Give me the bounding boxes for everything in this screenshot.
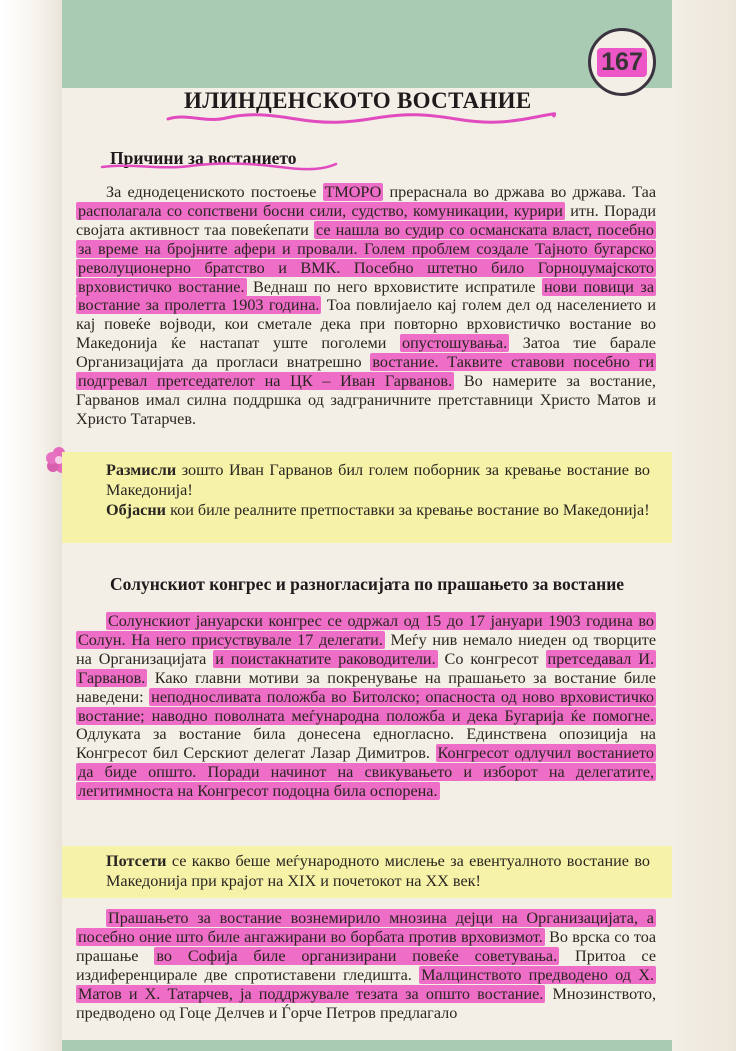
text-run: Меѓу нив немало ниеден од творците на Организацијата (76, 630, 657, 668)
highlighted-text: се нашла во судир со османската власт, посебно за време на бројните афери и провали. Голем проблем создале Тајното бугарско револуционерно братство и ВМК. Посебно штетно било Горноџумајското врховистичко востание. (78, 220, 654, 296)
note-explain-label: Објасни (106, 501, 167, 519)
text-run: Во врска со тоа прашање (76, 927, 656, 965)
text-run: итн. Поради својата активност таа повеќепати (76, 201, 656, 239)
text-run: Во намерите за востание, Гарванов имал силна поддршка од задграничните претставници Христо Матов и Христо Татарчев. (76, 372, 656, 428)
paragraph-debate (76, 909, 656, 1022)
bottom-band (62, 1040, 672, 1051)
note-recall-text: се какво беше меѓународното мислење за евентуалното востание во Македонија при крајот на XIX и почетокот на XX век! (106, 852, 650, 890)
section-heading-congress: Солунскиот конгрес и разногласијата по прашањето за востание (110, 574, 625, 594)
page-number: 167 (597, 48, 647, 77)
highlighted-text: Прашањето за востание вознемирило мнозина дејци на Организацијата, а посебно оние што биле ангажирани во борбата против врховизмот. (78, 909, 654, 946)
heading-underline-squiggle (100, 160, 340, 172)
text-run: Со конгресот (437, 649, 546, 668)
highlighted-text: Конгресот одлучил востанието да биде општо. Поради начинот на свикувањето и изборот на делегатите, легитимноста на Конгресот подоцна била оспорена. (78, 744, 655, 801)
note-explain (106, 500, 650, 520)
highlighted-text: во Софија биле организирани повеќе советувања. (156, 946, 558, 965)
note-recall-label: Потсети (106, 852, 167, 870)
note-reflect-label: Размисли (106, 461, 177, 479)
left-margin (0, 0, 62, 1051)
page-title: ИЛИНДЕНСКОТО ВОСТАНИЕ (184, 88, 532, 113)
highlighted-text: нови повици за востание за пролетта 1903 година. (78, 277, 654, 315)
note-box-reflect (62, 452, 672, 543)
top-band (62, 0, 672, 88)
page-number-circle (588, 28, 656, 96)
text-run: Мнозинството, предводено од Гоце Делчев и Ѓорче Петров предлагало (76, 984, 657, 1022)
highlighted-text: располагала со сопствени босни сили, судство, комуникации, курири (78, 201, 563, 220)
paragraph-causes (76, 183, 656, 429)
text-run: Одлуката за востание била донесена едногласно. Единствена опозиција на Конгресот бил Серскиот делегат Лазар Димитров. (76, 725, 656, 763)
text-run: Притоа се издиференцирале две спротиставени гледишта. (76, 946, 657, 984)
note-explain-text: кои биле реалните претпоставки за кревање востание во Македонија! (166, 501, 650, 519)
note-reflect (106, 460, 650, 500)
highlighted-text: претседавал И. Гарванов. (78, 649, 655, 687)
text-run: За еднодецениското постоење (106, 183, 323, 201)
section-heading-causes: Причини за востанието (110, 148, 297, 168)
note-reflect-text: зошто Иван Гарванов бил голем поборник за кревање востание во Македонија! (106, 461, 650, 499)
text-run: прераснала во држава во држава. Таа (383, 183, 656, 201)
note-box-recall (62, 846, 672, 898)
highlighted-text: неподносливата положба во Битолско; опасноста од ново врховистичко востание; наводно поволната меѓународна положба и дека Бугарија ќе помогне. (78, 687, 654, 725)
text-run: Затоа тие барале Организацијата да прогласи внатрешно (76, 334, 656, 372)
highlighted-text: востание. Таквите ставови посебно ги подгревал претседателот на ЦК – Иван Гарванов. (78, 353, 654, 391)
highlighted-text: Малцинството предводено од Х. Матов и Х. Татарчев, ја поддржувале тезата за општо востание. (78, 965, 654, 1003)
highlighted-text: и поистакнатите раководители. (215, 649, 436, 668)
highlighted-text: опустошувања. (402, 334, 508, 353)
title-underline-squiggle (166, 111, 556, 125)
right-edge (672, 0, 736, 1051)
text-run: Како главни мотиви за покренување на прашањето за востание биле наведени: (76, 668, 656, 706)
text-run: Веднаш по него врховистите испратиле (246, 277, 542, 296)
paragraph-congress (76, 612, 656, 801)
text-run: Тоа повлијаело кај голем дел од населението и кај повеќе војводи, кои сметале дека при повторно врховистичко востание во Македонија ќе настапат уште поголеми (76, 296, 656, 353)
highlighted-text: Солунскиот јануарски конгрес се одржал од 15 до 17 јануари 1903 година во Солун. На него присуствувале 17 делегати. (78, 612, 654, 649)
highlighted-text: ТМОРО (324, 183, 382, 201)
note-recall (106, 851, 650, 891)
